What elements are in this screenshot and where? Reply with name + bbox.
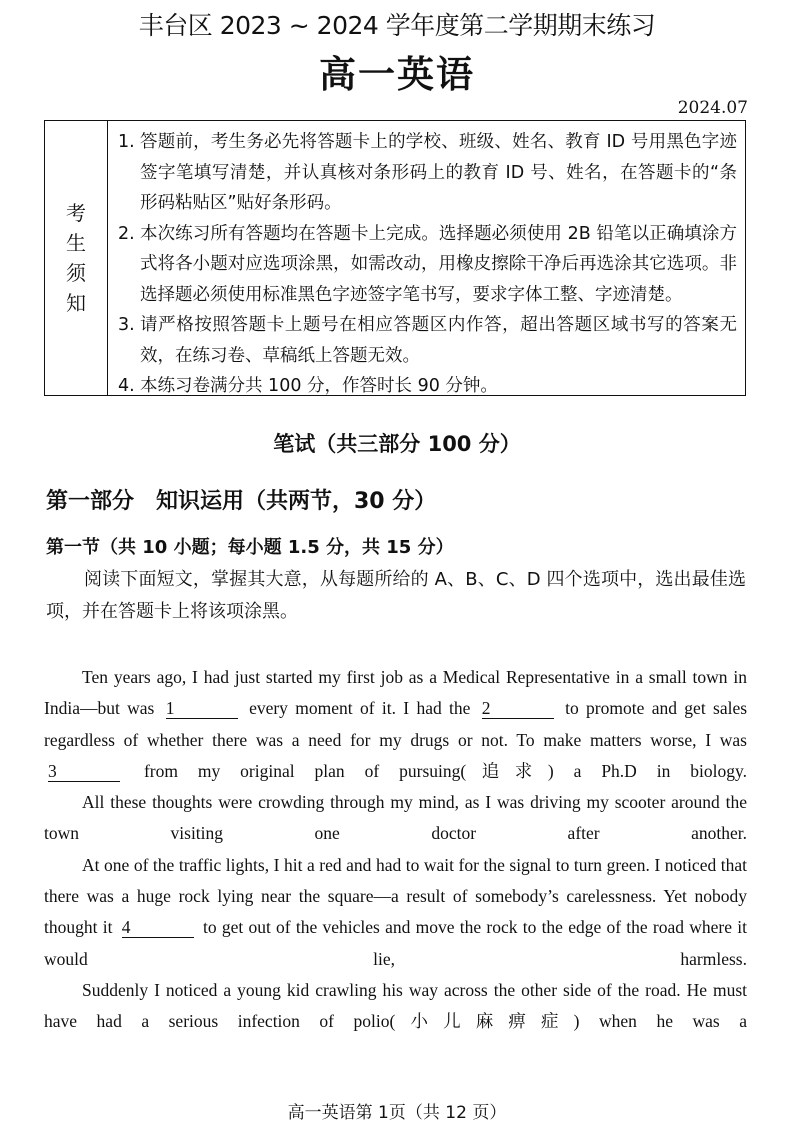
notice-label-char: 知 [66, 291, 86, 315]
notice-label-char: 生 [66, 231, 86, 255]
notice-label-char: 考 [66, 201, 86, 225]
notice-rule [118, 371, 737, 402]
notice-label [45, 121, 108, 395]
notice-label-char: 须 [66, 261, 86, 285]
rule-text: 答题前，考生务必先将答题卡上的学校、班级、姓名、教育 ID 号用黑色字迹签字笔填写清楚，并认真核对条形码上的教育 ID 号、姓名，在答题卡的“条形码粘贴区”贴好条形码。 [140, 132, 737, 213]
rule-text: 本次练习所有答题均在答题卡上完成。选择题必须使用 2B 铅笔以正确填涂方式将各小题对应选项涂黑，如需改动，用橡皮擦除干净后再选涂其它选项。非选择题必须使用标准黑色字迹签字笔书写，要求字体工整、字迹清楚。 [140, 223, 737, 305]
section-title: 第一部分 知识运用（共两节，30 分） [46, 489, 437, 514]
blank-3: 3 [48, 761, 120, 782]
page-footer: 高一英语第 1页（共 12 页） [287, 1103, 507, 1123]
passage-text: from my original plan of pursuing(追求) a Ph.D in biology. [143, 760, 748, 781]
notice-rules [108, 121, 745, 395]
passage-text: to promote and get sales regardless of whether there was a need for my drugs or not. To make matters worse, I was [44, 698, 748, 750]
passage-paragraph [44, 850, 747, 975]
exam-title: 丰台区 2023 ~ 2024 学年度第二学期期末练习 [138, 11, 656, 40]
reading-passage [44, 662, 747, 1038]
passage-paragraph: All these thoughts were crowding through my mind, as I was driving my scooter around the town visiting one doctor after another. [44, 792, 747, 844]
notice-rule [118, 127, 737, 219]
passage-paragraph: Suddenly I noticed a young kid crawling his way across the other side of the road. He must have had a serious infection of polio(小儿麻痹症) when he was a [44, 979, 747, 1032]
passage-paragraph [44, 662, 747, 787]
passage-text: Ten years ago, I had just started my first job as a Medical Representative in a small town in India—but was [44, 667, 747, 719]
rule-text: 请严格按照答题卡上题号在相应答题区内作答，超出答题区域书写的答案无效，在练习卷、草稿纸上答题无效。 [140, 315, 737, 366]
instructions: 阅读下面短文，掌握其大意，从每题所给的 A、B、C、D 四个选项中，选出最佳选项，并在答题卡上将该项涂黑。 [46, 569, 746, 622]
subject-title: 高一英语 [319, 53, 475, 96]
blank-1: 1 [166, 698, 238, 719]
rule-text: 本练习卷满分共 100 分，作答时长 90 分钟。 [140, 376, 498, 396]
blank-4: 4 [122, 917, 194, 938]
part-title: 笔试（共三部分 100 分） [273, 432, 521, 456]
notice-rule [118, 310, 737, 371]
rule-number: 4. [118, 376, 135, 396]
passage-text: to get out of the vehicles and move the rock to the edge of the road where it would lie, harmless. [44, 917, 747, 969]
passage-text: every moment of it. I had the [249, 698, 471, 719]
blank-2: 2 [482, 698, 554, 719]
subsection-title: 第一节（共 10 小题；每小题 1.5 分，共 15 分） [46, 537, 454, 558]
rule-number: 2. [118, 223, 135, 244]
passage-text: At one of the traffic lights, I hit a red and had to wait for the signal to turn green. I noticed that there was a huge rock lying near the square—a result of somebody’s carelessness. Yet nobody thought it [44, 854, 747, 938]
rule-number: 3. [118, 315, 135, 335]
exam-date: 2024.07 [677, 98, 748, 118]
notice-rule [118, 219, 737, 311]
notice-box [44, 120, 746, 396]
rule-number: 1. [118, 132, 135, 152]
